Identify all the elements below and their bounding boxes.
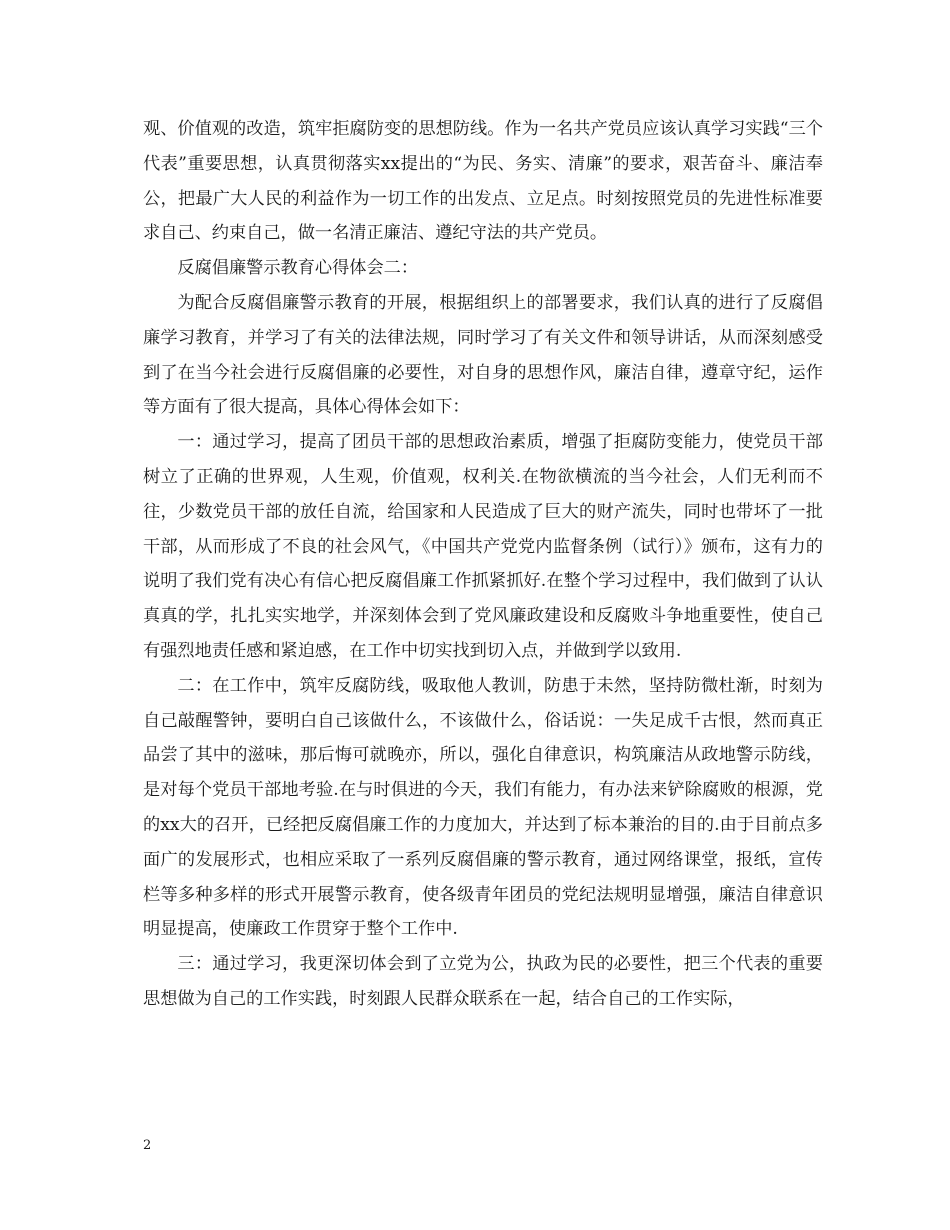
paragraph-point-one: 一：通过学习，提高了团员干部的思想政治素质，增强了拒腐防变能力，使党员干部树立了正确的世界观，人生观，价值观，权利关.在物欲横流的当今社会，人们无利而不往，少数党员干部的放任自流，给国家和人民造成了巨大的财产流失，同时也带坏了一批干部，从而形成了不良的社会风气，《中国共产党党内监督条例（试行）》颁布，这有力的说明了我们党有决心有信心把反腐倡廉工作抓紧抓好.在整个学习过程中，我们做到了认认真真的学，扎扎实实地学，并深刻体会到了党风廉政建设和反腐败斗争地重要性，使自己有强烈地责任感和紧迫感，在工作中切实找到切入点，并做到学以致用. xyxy=(143,432,823,661)
section-heading: 反腐倡廉警示教育心得体会二： xyxy=(177,258,419,279)
paragraph-continuation: 观、价值观的改造，筑牢拒腐防变的思想防线。作为一名共产党员应该认真学习实践“三个代表”重要思想，认真贯彻落实xx提出的“为民、务实、清廉”的要求，艰苦奋斗、廉洁奉公，把最广大人民的利益作为一切工作的出发点、立足点。时刻按照党员的先进性标准要求自己、约束自己，做一名清正廉洁、遵纪守法的共产党员。 xyxy=(143,119,823,244)
page-number: 2 xyxy=(143,1138,152,1153)
paragraph-intro: 为配合反腐倡廉警示教育的开展，根据组织上的部署要求，我们认真的进行了反腐倡廉学习教育，并学习了有关的法律法规，同时学习了有关文件和领导讲话，从而深刻感受到了在当今社会进行反腐倡廉的必要性，对自身的思想作风，廉洁自律，遵章守纪，运作等方面有了很大提高，具体心得体会如下： xyxy=(143,292,823,418)
paragraph-point-two: 二：在工作中，筑牢反腐防线，吸取他人教训，防患于未然，坚持防微杜渐，时刻为自己敲醒警钟，要明白自己该做什么，不该做什么，俗话说：一失足成千古恨，然而真正品尝了其中的滋味，那后悔可就晚亦，所以，强化自律意识，构筑廉洁从政地警示防线，是对每个党员干部地考验.在与时俱进的今天，我们有能力，有办法来铲除腐败的根源，党的xx大的召开，已经把反腐倡廉工作的力度加大，并达到了标本兼治的目的.由于目前点多面广的发展形式，也相应采取了一系列反腐倡廉的警示教育，通过网络课堂，报纸，宣传栏等多种多样的形式开展警示教育，使各级青年团员的党纪法规明显增强，廉洁自律意识明显提高，使廉政工作贯穿于整个工作中. xyxy=(143,675,823,940)
document-body xyxy=(143,112,823,1017)
paragraph-point-three: 三：通过学习，我更深切体会到了立党为公，执政为民的必要性，把三个代表的重要思想做为自己的工作实践，时刻跟人民群众联系在一起，结合自己的工作实际， xyxy=(143,954,823,1009)
